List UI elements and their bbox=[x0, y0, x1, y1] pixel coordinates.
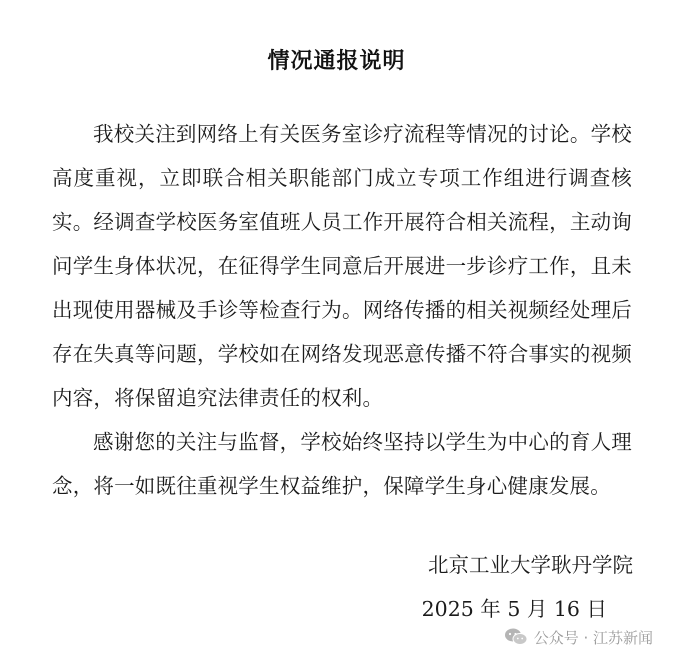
paragraph-1: 我校关注到网络上有关医务室诊疗流程等情况的讨论。学校高度重视，立即联合相关职能部门成立专项工作组进行调查核实。经调查学校医务室值班人员工作开展符合相关流程，主动询问学生身体状况，在征得学生同意后开展进一步诊疗工作，且未出现使用器械及手诊等检查行为。网络传播的相关视频经处理后存在失真等问题，学校如在网络发现恶意传播不符合事实的视频内容，将保留追究法律责任的权利。 bbox=[52, 122, 632, 410]
paragraph-2: 感谢您的关注与监督，学校始终坚持以学生为中心的育人理念，将一如既往重视学生权益维护，保障学生身心健康发展。 bbox=[52, 430, 632, 498]
signature-organization: 北京工业大学耿丹学院 bbox=[428, 553, 633, 577]
watermark bbox=[504, 625, 653, 649]
document-body bbox=[52, 112, 632, 508]
watermark-text: 公众号 · 江苏新闻 bbox=[533, 628, 653, 647]
wechat-icon bbox=[504, 627, 528, 647]
signature-date: 2025 年 5 月 16 日 bbox=[421, 597, 607, 621]
document-title: 情况通报说明 bbox=[267, 49, 406, 74]
